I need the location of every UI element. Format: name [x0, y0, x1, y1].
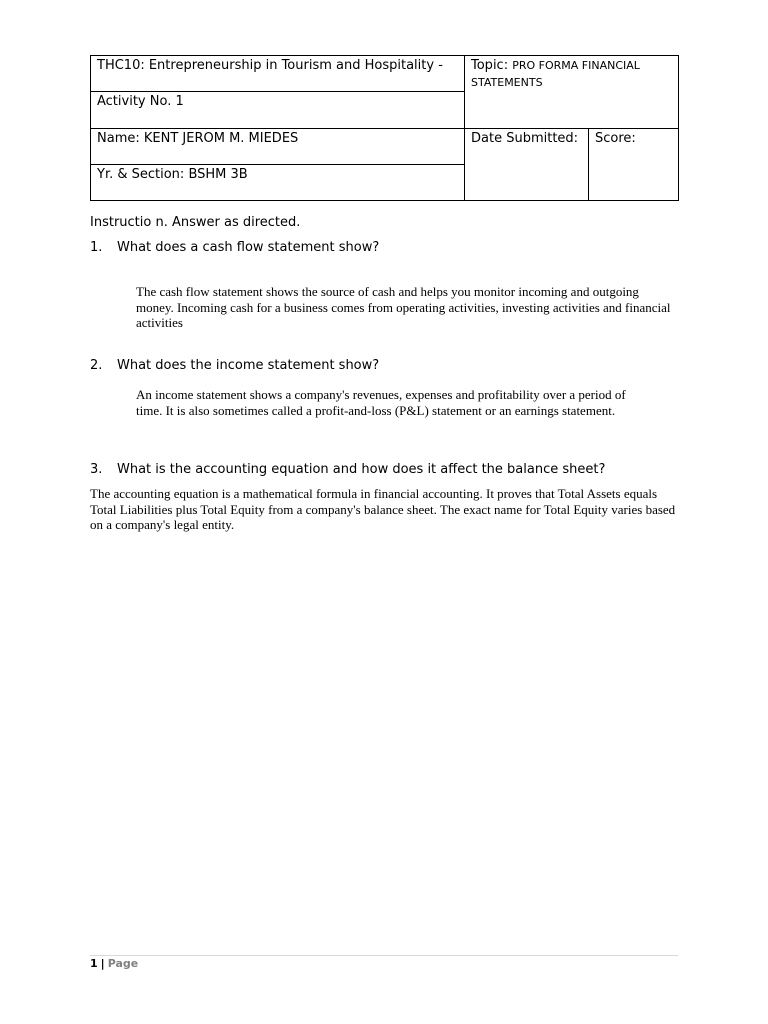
- header-table: [90, 55, 679, 201]
- date-submitted-label: Date Submitted:: [471, 130, 579, 146]
- section-cell: [91, 164, 465, 200]
- activity-number: Activity No. 1: [97, 94, 184, 110]
- name-cell: [91, 128, 465, 164]
- course-title: THC10: Entrepreneurship in Tourism and Hospitality -: [97, 58, 443, 73]
- activity-cell: [91, 92, 465, 128]
- answer-1: The cash flow statement shows the source of cash and helps you monitor incoming and outgoing money. Incoming cash for a business comes from operating activities, investing activities and financial activities: [136, 284, 671, 330]
- question-1-text: What does a cash flow statement show?: [117, 240, 380, 255]
- footer-separator: |: [100, 957, 105, 970]
- topic-cell: [465, 56, 679, 129]
- date-submitted-cell: [465, 128, 589, 201]
- score-label: Score:: [595, 130, 636, 146]
- topic-label: Topic:: [471, 58, 509, 73]
- topic-value: PRO FORMA FINANCIAL STATEMENTS: [471, 59, 640, 89]
- question-3-text: What is the accounting equation and how does it affect the balance sheet?: [117, 462, 606, 477]
- question-1-number: 1.: [90, 240, 103, 255]
- answer-3: The accounting equation is a mathematical formula in financial accounting. It proves that Total Assets equals Total Liabilities plus Total Equity from a company's balance sheet. The exact name for Total Equity varies based on a company's legal entity.: [90, 486, 676, 532]
- course-title-cell: [91, 56, 465, 92]
- page-footer: [90, 957, 138, 971]
- footer-rule: [90, 955, 678, 956]
- question-3-number: 3.: [90, 462, 103, 477]
- page-word: Page: [107, 957, 139, 970]
- score-cell: [589, 128, 679, 201]
- page-number: 1: [90, 957, 98, 970]
- student-name: Name: KENT JEROM M. MIEDES: [97, 130, 299, 146]
- question-2-number: 2.: [90, 358, 103, 373]
- year-section: Yr. & Section: BSHM 3B: [97, 166, 248, 182]
- answer-2: An income statement shows a company's revenues, expenses and profitability over a period of time. It is also sometimes called a profit-and-loss (P&L) statement or an earnings statement.: [136, 387, 626, 418]
- question-2-text: What does the income statement show?: [117, 358, 380, 373]
- instruction: Instructio n. Answer as directed.: [90, 215, 301, 230]
